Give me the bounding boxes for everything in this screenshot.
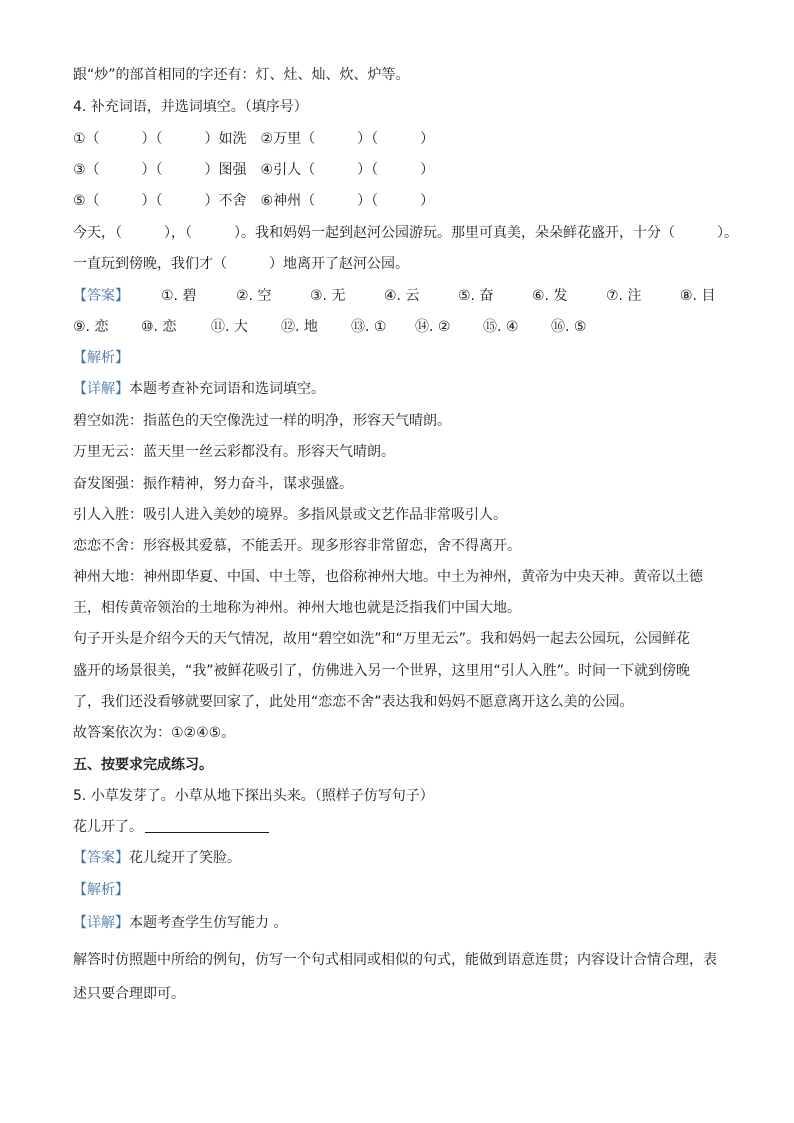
answer-item: ⑦. 注: [606, 288, 642, 304]
detail-label: 【详解】: [73, 915, 129, 931]
question-5-prompt: [73, 818, 269, 836]
answer-line: [73, 849, 241, 867]
analysis-label: 【解析】: [73, 350, 129, 366]
answer-item: ④. 云: [384, 288, 420, 304]
detail-line: [73, 380, 325, 398]
fill-sentence-line-2: 一直玩到傍晚，我们才（ ）地离开了赵河公园。: [73, 256, 409, 272]
explanation-line: 王，相传黄帝领治的土地称为神州。神州大地也就是泛指我们中国大地。: [73, 600, 521, 616]
answer-item: ⑤. 奋: [458, 288, 494, 304]
question-4-stem: 4. 补充词语，并选词填空。（填序号）: [73, 99, 308, 115]
explanation-line: 了，我们还没看够就要回家了，此处用“恋恋不舍”表达我和妈妈不愿意离开这么美的公园。: [73, 694, 634, 710]
explanation-line: 神州大地：神州即华夏、中国、中土等，也俗称神州大地。中土为神州，黄帝为中央天神。黄帝以土德: [73, 569, 703, 585]
answer-item: ⑬. ①: [351, 319, 387, 335]
answer-item: ⑯. ⑤: [551, 319, 587, 335]
previous-answer-line: 跟“炒”的部首相同的字还有：灯、灶、灿、炊、炉等。: [73, 67, 410, 83]
prompt-text: 花儿开了。: [73, 819, 143, 835]
detail-line: [73, 914, 287, 932]
answer-item: ⑧. 目: [680, 288, 716, 304]
answer-label: 【答案】: [73, 850, 129, 866]
answer-item: ⑪. 大: [211, 319, 248, 335]
explanation-line: 恋恋不舍：形容极其爱慕，不能丢开。现多形容非常留恋，舍不得离开。: [73, 538, 521, 554]
answer-item: ⑨. 恋: [73, 319, 109, 335]
answer-item: ③. 无: [310, 288, 346, 304]
answer-item: ⑭. ②: [415, 319, 451, 335]
answer-label: 【答案】: [73, 288, 129, 304]
detail-text: 本题考查补充词语和选词填空。: [129, 381, 325, 397]
explanation-line: 碧空如洗：指蓝色的天空像洗过一样的明净，形容天气晴朗。: [73, 413, 451, 429]
explanation-line: 奋发图强：振作精神，努力奋斗，谋求强盛。: [73, 476, 353, 492]
section-5-heading: 五、按要求完成练习。: [73, 757, 213, 773]
word-row-2: ③（ ）（ ）图强 ④引人（ ）（ ）: [73, 162, 435, 178]
detail-label: 【详解】: [73, 381, 129, 397]
answer-blank: [145, 818, 269, 833]
explanation-line: 句子开头是介绍今天的天气情况，故用“碧空如洗”和“万里无云”。我和妈妈一起去公园玩，公园鲜花: [73, 631, 691, 647]
answer-item: ②. 空: [236, 288, 272, 304]
explanation-line: 万里无云：蓝天里一丝云彩都没有。形容天气晴朗。: [73, 444, 395, 460]
word-row-3: ⑤（ ）（ ）不舍 ⑥神州（ ）（ ）: [73, 193, 435, 209]
answer-item: ①. 碧: [161, 288, 197, 304]
question-5-stem: 5. 小草发芽了。小草从地下探出头来。（照样子仿写句子）: [73, 788, 434, 804]
final-answer-line: 故答案依次为：①②④⑤。: [73, 725, 236, 741]
explanation-line: 引人入胜：吸引人进入美妙的境界。多指风景或文艺作品非常吸引人。: [73, 507, 507, 523]
answer-item: ⑩. 恋: [141, 319, 177, 335]
detail-text: 本题考查学生仿写能力 。: [129, 915, 288, 931]
answer-item: ⑥. 发: [532, 288, 568, 304]
explanation-line: 解答时仿照题中所给的例句，仿写一个句式相同或相似的句式，能做到语意连贯；内容设计合情合理，表: [73, 952, 717, 968]
analysis-label: 【解析】: [73, 882, 129, 898]
answer-item: ⑫. 地: [281, 319, 318, 335]
explanation-line: 盛开的场景很美，“我”被鲜花吸引了，仿佛进入另一个世界，这里用“引人入胜”。时间一下就到傍晚: [73, 663, 691, 679]
answer-item: ⑮. ④: [483, 319, 519, 335]
answer-text: 花儿绽开了笑脸。: [129, 850, 241, 866]
explanation-line: 述只要合理即可。: [73, 986, 185, 1002]
word-row-1: ①（ ）（ ）如洗 ②万里（ ）（ ）: [73, 131, 435, 147]
fill-sentence-line-1: 今天，（ ），（ ）。我和妈妈一起到赵河公园游玩。那里可真美，朵朵鲜花盛开，十分（ ）。: [73, 225, 738, 241]
